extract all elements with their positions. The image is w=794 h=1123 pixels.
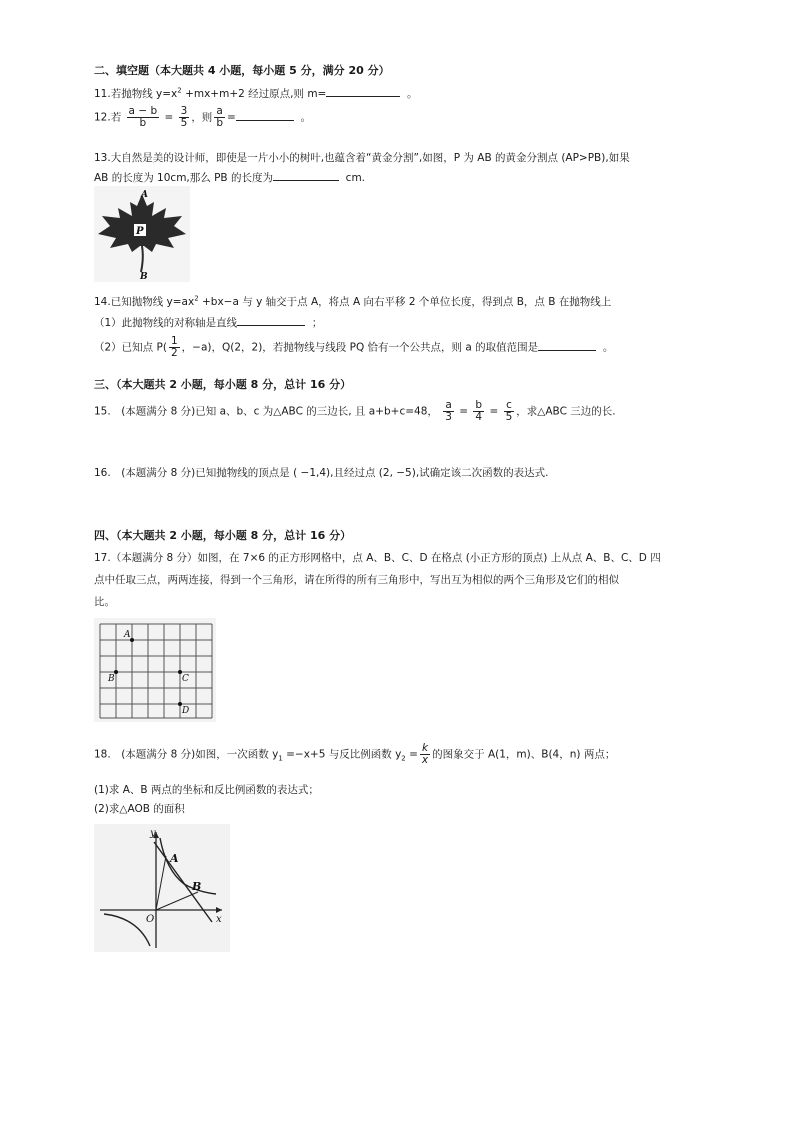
fraction: $\frac{a}{3}$ (445, 399, 452, 424)
graph-label-o: O (146, 914, 155, 925)
leaf-label-b: B (140, 272, 148, 282)
leaf-label-a: A (141, 190, 148, 200)
question-18-part-2: (2)求△AOB 的面积 (94, 803, 185, 815)
maple-leaf-figure (94, 186, 190, 282)
question-13-line-1: 13.大自然是美的设计师，即使是一片小小的树叶,也蕴含着“黄金分割”,如图，P 为 AB 的黄金分割点 (AP>PB),如果 (94, 152, 630, 164)
answer-blank[interactable] (273, 170, 339, 181)
fraction: $\frac{3}{5}$ (180, 105, 188, 130)
answer-blank[interactable] (326, 86, 400, 97)
section-4-title: 四、（本大题共 2 小题，每小题 8 分，总计 16 分） (94, 529, 352, 542)
fraction: $\frac{a - b}{b}$ (128, 105, 158, 130)
graph-label-b: B (192, 880, 202, 893)
leaf-label-p: P (136, 226, 144, 237)
question-15: 15. (本题满分 8 分)已知 a、b、c 为△ABC 的三边长, 且 a+b+c=48， $\frac{a}{3}$ = $\frac{b}{4}$ = $\frac{c}{5}$ ，求△ABC 三边的长. (94, 399, 616, 424)
section-2-title: 二、填空题（本大题共 4 小题，每小题 5 分，满分 20 分） (94, 64, 390, 77)
question-18: 18. (本题满分 8 分)如图，一次函数 $y_1 =-x+5$ 与反比例函数 $y_2$ = $\frac{k}{x}$ 的图象交于 A(1，m)、B(4，n) 两点； (94, 742, 616, 767)
question-17-line-1: 17.（本题满分 8 分）如图，在 7×6 的正方形网格中，点 A、B、C、D 在格点 (小正方形的顶点) 上从点 A、B、C、D 四 (94, 552, 661, 564)
fraction: $\frac{a}{b}$ (216, 105, 223, 130)
fraction: $\frac{b}{4}$ (475, 399, 483, 424)
question-14-line-1: 14.已知抛物线 $y=ax^2 +bx-a$ 与 y 轴交于点 A，将点 A 向右平移 2 个单位长度，得到点 B，点 B 在抛物线上 (94, 294, 612, 308)
fraction: $\frac{1}{2}$ (170, 335, 178, 360)
point-a (130, 638, 134, 642)
section-3-title: 三、（本大题共 2 小题，每小题 8 分，总计 16 分） (94, 378, 352, 391)
fraction: $\frac{k}{x}$ (421, 742, 429, 767)
grid-figure (94, 618, 216, 722)
graph-label-x: x (216, 914, 222, 925)
graph-label-y: y (150, 828, 156, 839)
question-17-line-2: 点中任取三点，两两连接，得到一个三角形，请在所得的所有三角形中，写出互为相似的两个三角形及它们的相似 (94, 574, 619, 586)
fraction: $\frac{c}{5}$ (505, 399, 513, 424)
function-graph-figure (94, 824, 230, 952)
answer-blank[interactable] (538, 340, 596, 351)
question-16: 16. (本题满分 8 分)已知抛物线的顶点是 ( −1,4),且经过点 (2, −5),试确定该二次函数的表达式. (94, 467, 549, 479)
grid-label-a: A (124, 630, 131, 640)
figure-background (94, 824, 230, 952)
figure-background (94, 618, 216, 722)
answer-blank[interactable] (237, 315, 305, 326)
question-17-line-3: 比。 (94, 596, 115, 608)
graph-label-a: A (170, 852, 179, 865)
grid-label-c: C (182, 674, 189, 684)
question-14-part-2: （2）已知点 P( $\frac{1}{2}$ ，−a)，Q(2，2)，若抛物线与线段 PQ 恰有一个公共点，则 a 的取值范围是 。 (94, 335, 614, 360)
question-14-part-1: （1）此抛物线的对称轴是直线 ； (94, 317, 323, 329)
answer-blank[interactable] (236, 110, 294, 121)
grid-label-d: D (182, 706, 190, 716)
question-13-line-2: AB 的长度为 10cm,那么 PB 的长度为 cm. (94, 172, 366, 184)
question-12: 12.若 $\frac{a - b}{b}$ = $\frac{3}{5}$ ，则 $\frac{a}{b}$ = 。 (94, 105, 311, 130)
grid-label-b: B (108, 674, 115, 684)
question-11: 11.若抛物线 $y=x^2 +mx+m+2$ 经过原点,则 m= 。 (94, 86, 418, 100)
question-18-part-1: (1)求 A、B 两点的坐标和反比例函数的表达式； (94, 784, 319, 796)
